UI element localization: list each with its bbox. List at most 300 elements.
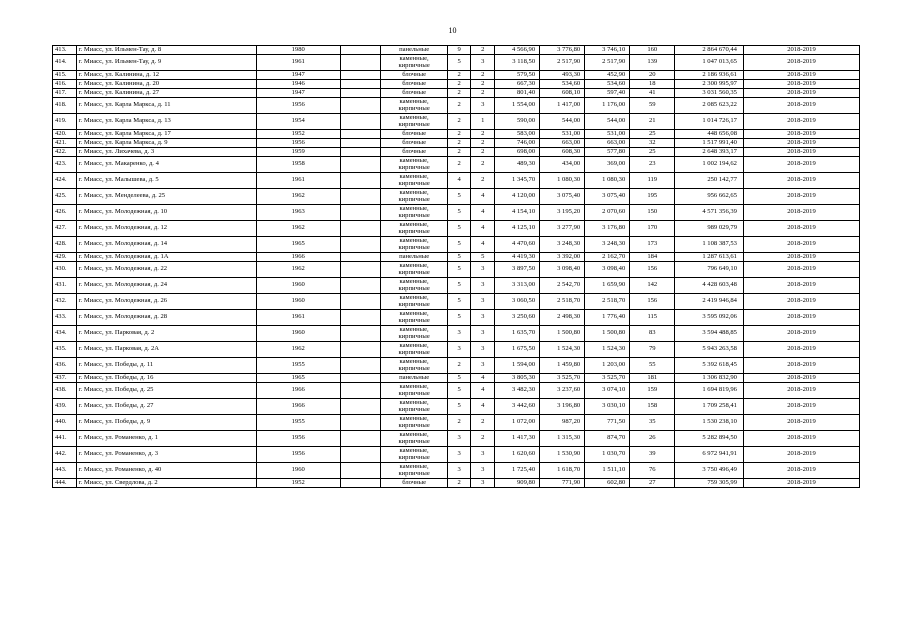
year-built-cell: 1965 — [256, 237, 340, 253]
address-cell: г. Миасс, ул. Молодежная, д. 26 — [76, 294, 256, 310]
living-area-cell: 2 517,90 — [540, 55, 585, 71]
entrances-cell: 4 — [471, 383, 495, 399]
year-built-cell: 1966 — [256, 253, 340, 262]
table-row — [53, 374, 860, 383]
wall-material-cell: блочные — [381, 80, 448, 89]
blank-cell — [340, 374, 381, 383]
address-cell: г. Миасс, ул. Молодежная, д. 1А — [76, 253, 256, 262]
floors-cell: 2 — [447, 80, 471, 89]
residents-cell: 59 — [630, 98, 675, 114]
living-area-cell: 3 776,80 — [540, 46, 585, 55]
repair-cost-cell: 2 648 393,17 — [675, 148, 744, 157]
residential-area-cell: 3 525,70 — [585, 374, 630, 383]
blank-cell — [340, 358, 381, 374]
repair-period-cell: 2018-2019 — [743, 262, 859, 278]
residential-area-cell: 597,40 — [585, 89, 630, 98]
table-row — [53, 310, 860, 326]
repair-period-cell: 2018-2019 — [743, 98, 859, 114]
address-cell: г. Миасс, ул. Карла Маркса, д. 9 — [76, 139, 256, 148]
residents-cell: 55 — [630, 358, 675, 374]
living-area-cell: 434,00 — [540, 157, 585, 173]
wall-material-cell: каменные, кирпичные — [381, 463, 448, 479]
year-built-cell: 1947 — [256, 71, 340, 80]
entrances-cell: 3 — [471, 310, 495, 326]
residential-area-cell: 771,50 — [585, 415, 630, 431]
address-cell: г. Миасс, ул. Молодежная, д. 22 — [76, 262, 256, 278]
repair-period-cell: 2018-2019 — [743, 447, 859, 463]
address-cell: г. Миасс, ул. Победы, д. 27 — [76, 399, 256, 415]
residents-cell: 156 — [630, 294, 675, 310]
blank-cell — [340, 326, 381, 342]
wall-material-cell: блочные — [381, 139, 448, 148]
total-area-cell: 3 805,30 — [495, 374, 540, 383]
address-cell: г. Миасс, ул. Калинина, д. 20 — [76, 80, 256, 89]
repair-cost-cell: 1 530 238,10 — [675, 415, 744, 431]
residents-cell: 76 — [630, 463, 675, 479]
total-area-cell: 489,30 — [495, 157, 540, 173]
wall-material-cell: каменные, кирпичные — [381, 310, 448, 326]
residential-area-cell: 1 500,80 — [585, 326, 630, 342]
table-row — [53, 221, 860, 237]
residents-cell: 119 — [630, 173, 675, 189]
entrances-cell: 2 — [471, 148, 495, 157]
table-row — [53, 71, 860, 80]
total-area-cell: 801,40 — [495, 89, 540, 98]
entrances-cell: 2 — [471, 139, 495, 148]
total-area-cell: 3 118,50 — [495, 55, 540, 71]
repair-period-cell: 2018-2019 — [743, 253, 859, 262]
entrances-cell: 3 — [471, 358, 495, 374]
residents-cell: 32 — [630, 139, 675, 148]
address-cell: г. Миасс, ул. Молодежная, д. 28 — [76, 310, 256, 326]
repair-period-cell: 2018-2019 — [743, 139, 859, 148]
living-area-cell: 544,00 — [540, 114, 585, 130]
row-number-cell: 435. — [53, 342, 77, 358]
repair-period-cell: 2018-2019 — [743, 205, 859, 221]
residential-area-cell: 2 517,90 — [585, 55, 630, 71]
table-row — [53, 447, 860, 463]
living-area-cell: 3 098,40 — [540, 262, 585, 278]
address-cell: г. Миасс, ул. Малышева, д. 5 — [76, 173, 256, 189]
total-area-cell: 746,00 — [495, 139, 540, 148]
total-area-cell: 4 470,60 — [495, 237, 540, 253]
floors-cell: 5 — [447, 383, 471, 399]
row-number-cell: 415. — [53, 71, 77, 80]
year-built-cell: 1955 — [256, 358, 340, 374]
repair-period-cell: 2018-2019 — [743, 463, 859, 479]
floors-cell: 2 — [447, 157, 471, 173]
floors-cell: 2 — [447, 415, 471, 431]
floors-cell: 5 — [447, 310, 471, 326]
residential-area-cell: 2 070,60 — [585, 205, 630, 221]
total-area-cell: 1 725,40 — [495, 463, 540, 479]
living-area-cell: 3 392,00 — [540, 253, 585, 262]
table-row — [53, 326, 860, 342]
repair-cost-cell: 2 186 936,61 — [675, 71, 744, 80]
total-area-cell: 4 125,10 — [495, 221, 540, 237]
table-row — [53, 342, 860, 358]
blank-cell — [340, 479, 381, 488]
residential-area-cell: 3 074,10 — [585, 383, 630, 399]
living-area-cell: 1 315,30 — [540, 431, 585, 447]
blank-cell — [340, 157, 381, 173]
address-cell: г. Миасс, ул. Ильмен-Тау, д. 9 — [76, 55, 256, 71]
table-row — [53, 278, 860, 294]
row-number-cell: 437. — [53, 374, 77, 383]
address-cell: г. Миасс, ул. Свердлова, д. 2 — [76, 479, 256, 488]
total-area-cell: 1 072,00 — [495, 415, 540, 431]
residents-cell: 25 — [630, 130, 675, 139]
repair-cost-cell: 3 594 488,85 — [675, 326, 744, 342]
table-row — [53, 262, 860, 278]
residential-area-cell: 544,00 — [585, 114, 630, 130]
residential-area-cell: 577,80 — [585, 148, 630, 157]
repair-cost-cell: 1 108 387,53 — [675, 237, 744, 253]
repair-cost-cell: 5 282 894,50 — [675, 431, 744, 447]
total-area-cell: 909,80 — [495, 479, 540, 488]
total-area-cell: 667,30 — [495, 80, 540, 89]
blank-cell — [340, 383, 381, 399]
table-row — [53, 237, 860, 253]
repair-cost-cell: 989 029,79 — [675, 221, 744, 237]
entrances-cell: 2 — [471, 130, 495, 139]
entrances-cell: 3 — [471, 294, 495, 310]
wall-material-cell: каменные, кирпичные — [381, 173, 448, 189]
living-area-cell: 1 618,70 — [540, 463, 585, 479]
floors-cell: 5 — [447, 253, 471, 262]
floors-cell: 2 — [447, 130, 471, 139]
entrances-cell: 4 — [471, 374, 495, 383]
total-area-cell: 1 635,70 — [495, 326, 540, 342]
residential-area-cell: 3 075,40 — [585, 189, 630, 205]
address-cell: г. Миасс, ул. Молодежная, д. 14 — [76, 237, 256, 253]
address-cell: г. Миасс, ул. Победы, д. 9 — [76, 415, 256, 431]
floors-cell: 2 — [447, 148, 471, 157]
entrances-cell: 2 — [471, 431, 495, 447]
repair-period-cell: 2018-2019 — [743, 173, 859, 189]
wall-material-cell: панельные — [381, 253, 448, 262]
total-area-cell: 1 345,70 — [495, 173, 540, 189]
floors-cell: 2 — [447, 139, 471, 148]
residents-cell: 139 — [630, 55, 675, 71]
blank-cell — [340, 173, 381, 189]
row-number-cell: 414. — [53, 55, 77, 71]
blank-cell — [340, 278, 381, 294]
table-row — [53, 148, 860, 157]
entrances-cell: 2 — [471, 157, 495, 173]
address-cell: г. Миасс, ул. Победы, д. 11 — [76, 358, 256, 374]
row-number-cell: 427. — [53, 221, 77, 237]
living-area-cell: 2 498,30 — [540, 310, 585, 326]
floors-cell: 5 — [447, 205, 471, 221]
repair-period-cell: 2018-2019 — [743, 89, 859, 98]
floors-cell: 5 — [447, 294, 471, 310]
total-area-cell: 4 419,30 — [495, 253, 540, 262]
address-cell: г. Миасс, ул. Молодежная, д. 24 — [76, 278, 256, 294]
residential-area-cell: 1 203,00 — [585, 358, 630, 374]
wall-material-cell: каменные, кирпичные — [381, 447, 448, 463]
residents-cell: 83 — [630, 326, 675, 342]
total-area-cell: 4 120,00 — [495, 189, 540, 205]
repair-period-cell: 2018-2019 — [743, 342, 859, 358]
year-built-cell: 1956 — [256, 139, 340, 148]
blank-cell — [340, 148, 381, 157]
table-row — [53, 294, 860, 310]
blank-cell — [340, 98, 381, 114]
wall-material-cell: блочные — [381, 89, 448, 98]
residential-area-cell: 3 746,10 — [585, 46, 630, 55]
repair-period-cell: 2018-2019 — [743, 399, 859, 415]
residents-cell: 25 — [630, 148, 675, 157]
table-row — [53, 479, 860, 488]
year-built-cell: 1966 — [256, 399, 340, 415]
blank-cell — [340, 130, 381, 139]
living-area-cell: 3 277,90 — [540, 221, 585, 237]
living-area-cell: 534,60 — [540, 80, 585, 89]
row-number-cell: 419. — [53, 114, 77, 130]
blank-cell — [340, 431, 381, 447]
entrances-cell: 5 — [471, 253, 495, 262]
entrances-cell: 4 — [471, 399, 495, 415]
total-area-cell: 3 250,60 — [495, 310, 540, 326]
wall-material-cell: каменные, кирпичные — [381, 358, 448, 374]
row-number-cell: 444. — [53, 479, 77, 488]
repair-period-cell: 2018-2019 — [743, 415, 859, 431]
blank-cell — [340, 55, 381, 71]
wall-material-cell: каменные, кирпичные — [381, 431, 448, 447]
living-area-cell: 663,00 — [540, 139, 585, 148]
floors-cell: 5 — [447, 221, 471, 237]
blank-cell — [340, 89, 381, 98]
entrances-cell: 3 — [471, 342, 495, 358]
blank-cell — [340, 71, 381, 80]
floors-cell: 3 — [447, 342, 471, 358]
year-built-cell: 1962 — [256, 262, 340, 278]
wall-material-cell: каменные, кирпичные — [381, 294, 448, 310]
entrances-cell: 2 — [471, 71, 495, 80]
address-cell: г. Миасс, ул. Ильмен-Тау, д. 8 — [76, 46, 256, 55]
residents-cell: 41 — [630, 89, 675, 98]
wall-material-cell: каменные, кирпичные — [381, 415, 448, 431]
wall-material-cell: каменные, кирпичные — [381, 399, 448, 415]
total-area-cell: 698,00 — [495, 148, 540, 157]
residential-area-cell: 1 776,40 — [585, 310, 630, 326]
floors-cell: 4 — [447, 173, 471, 189]
living-area-cell: 1 530,90 — [540, 447, 585, 463]
residential-area-cell: 1 080,30 — [585, 173, 630, 189]
wall-material-cell: каменные, кирпичные — [381, 383, 448, 399]
total-area-cell: 583,00 — [495, 130, 540, 139]
address-cell: г. Миасс, ул. Романенко, д. 40 — [76, 463, 256, 479]
floors-cell: 5 — [447, 55, 471, 71]
repair-period-cell: 2018-2019 — [743, 358, 859, 374]
entrances-cell: 4 — [471, 189, 495, 205]
repair-period-cell: 2018-2019 — [743, 374, 859, 383]
entrances-cell: 4 — [471, 221, 495, 237]
year-built-cell: 1966 — [256, 383, 340, 399]
floors-cell: 5 — [447, 237, 471, 253]
table-row — [53, 253, 860, 262]
table-row — [53, 399, 860, 415]
living-area-cell: 493,30 — [540, 71, 585, 80]
row-number-cell: 420. — [53, 130, 77, 139]
row-number-cell: 441. — [53, 431, 77, 447]
entrances-cell: 3 — [471, 326, 495, 342]
table-row — [53, 189, 860, 205]
repair-cost-cell: 4 571 356,39 — [675, 205, 744, 221]
address-cell: г. Миасс, ул. Карла Маркса, д. 11 — [76, 98, 256, 114]
blank-cell — [340, 463, 381, 479]
year-built-cell: 1961 — [256, 55, 340, 71]
residential-area-cell: 602,80 — [585, 479, 630, 488]
entrances-cell: 3 — [471, 262, 495, 278]
blank-cell — [340, 415, 381, 431]
wall-material-cell: блочные — [381, 148, 448, 157]
year-built-cell: 1962 — [256, 221, 340, 237]
residents-cell: 160 — [630, 46, 675, 55]
row-number-cell: 442. — [53, 447, 77, 463]
table-row — [53, 55, 860, 71]
floors-cell: 2 — [447, 114, 471, 130]
housing-registry-table — [52, 45, 860, 488]
blank-cell — [340, 139, 381, 148]
repair-period-cell: 2018-2019 — [743, 71, 859, 80]
repair-cost-cell: 5 392 618,45 — [675, 358, 744, 374]
address-cell: г. Миасс, ул. Молодежная, д. 10 — [76, 205, 256, 221]
residents-cell: 21 — [630, 114, 675, 130]
blank-cell — [340, 342, 381, 358]
blank-cell — [340, 221, 381, 237]
residents-cell: 142 — [630, 278, 675, 294]
address-cell: г. Миасс, ул. Победы, д. 25 — [76, 383, 256, 399]
table-body — [53, 46, 860, 488]
repair-cost-cell: 1 287 613,61 — [675, 253, 744, 262]
entrances-cell: 3 — [471, 98, 495, 114]
residential-area-cell: 874,70 — [585, 431, 630, 447]
row-number-cell: 416. — [53, 80, 77, 89]
year-built-cell: 1960 — [256, 278, 340, 294]
entrances-cell: 4 — [471, 205, 495, 221]
row-number-cell: 421. — [53, 139, 77, 148]
row-number-cell: 438. — [53, 383, 77, 399]
repair-cost-cell: 250 142,77 — [675, 173, 744, 189]
address-cell: г. Миасс, ул. Парковая, д. 2 — [76, 326, 256, 342]
residential-area-cell: 2 162,70 — [585, 253, 630, 262]
page-number: 10 — [448, 26, 457, 35]
row-number-cell: 429. — [53, 253, 77, 262]
floors-cell: 5 — [447, 278, 471, 294]
repair-period-cell: 2018-2019 — [743, 148, 859, 157]
table-row — [53, 114, 860, 130]
residential-area-cell: 3 098,40 — [585, 262, 630, 278]
total-area-cell: 3 060,50 — [495, 294, 540, 310]
wall-material-cell: каменные, кирпичные — [381, 157, 448, 173]
entrances-cell: 2 — [471, 89, 495, 98]
year-built-cell: 1952 — [256, 479, 340, 488]
blank-cell — [340, 310, 381, 326]
total-area-cell: 1 594,00 — [495, 358, 540, 374]
living-area-cell: 3 075,40 — [540, 189, 585, 205]
residential-area-cell: 531,00 — [585, 130, 630, 139]
row-number-cell: 422. — [53, 148, 77, 157]
year-built-cell: 1959 — [256, 148, 340, 157]
repair-cost-cell: 2 300 995,97 — [675, 80, 744, 89]
row-number-cell: 434. — [53, 326, 77, 342]
year-built-cell: 1961 — [256, 310, 340, 326]
entrances-cell: 2 — [471, 173, 495, 189]
repair-cost-cell: 759 305,99 — [675, 479, 744, 488]
repair-cost-cell: 1 709 258,41 — [675, 399, 744, 415]
entrances-cell: 4 — [471, 237, 495, 253]
residents-cell: 181 — [630, 374, 675, 383]
floors-cell: 5 — [447, 189, 471, 205]
residential-area-cell: 663,00 — [585, 139, 630, 148]
repair-cost-cell: 796 649,10 — [675, 262, 744, 278]
row-number-cell: 423. — [53, 157, 77, 173]
repair-cost-cell: 2 419 946,84 — [675, 294, 744, 310]
address-cell: г. Миасс, ул. Победы, д. 16 — [76, 374, 256, 383]
floors-cell: 5 — [447, 399, 471, 415]
floors-cell: 3 — [447, 326, 471, 342]
floors-cell: 5 — [447, 262, 471, 278]
total-area-cell: 4 566,90 — [495, 46, 540, 55]
repair-period-cell: 2018-2019 — [743, 114, 859, 130]
address-cell: г. Миасс, ул. Карла Маркса, д. 17 — [76, 130, 256, 139]
table-row — [53, 431, 860, 447]
address-cell: г. Миасс, ул. Парковая, д. 2А — [76, 342, 256, 358]
repair-cost-cell: 3 750 496,49 — [675, 463, 744, 479]
address-cell: г. Миасс, ул. Романенко, д. 1 — [76, 431, 256, 447]
row-number-cell: 443. — [53, 463, 77, 479]
total-area-cell: 579,50 — [495, 71, 540, 80]
wall-material-cell: каменные, кирпичные — [381, 98, 448, 114]
repair-cost-cell: 3 031 560,35 — [675, 89, 744, 98]
table-row — [53, 463, 860, 479]
residents-cell: 159 — [630, 383, 675, 399]
residential-area-cell: 1 176,00 — [585, 98, 630, 114]
wall-material-cell: блочные — [381, 479, 448, 488]
total-area-cell: 3 482,30 — [495, 383, 540, 399]
repair-period-cell: 2018-2019 — [743, 157, 859, 173]
repair-cost-cell: 5 943 263,58 — [675, 342, 744, 358]
living-area-cell: 2 542,70 — [540, 278, 585, 294]
year-built-cell: 1956 — [256, 431, 340, 447]
living-area-cell: 3 525,70 — [540, 374, 585, 383]
blank-cell — [340, 205, 381, 221]
living-area-cell: 1 080,30 — [540, 173, 585, 189]
row-number-cell: 413. — [53, 46, 77, 55]
residential-area-cell: 534,60 — [585, 80, 630, 89]
living-area-cell: 3 195,20 — [540, 205, 585, 221]
residential-area-cell: 1 524,30 — [585, 342, 630, 358]
residents-cell: 39 — [630, 447, 675, 463]
total-area-cell: 3 897,50 — [495, 262, 540, 278]
blank-cell — [340, 80, 381, 89]
address-cell: г. Миасс, ул. Карла Маркса, д. 13 — [76, 114, 256, 130]
living-area-cell: 1 500,80 — [540, 326, 585, 342]
entrances-cell: 2 — [471, 415, 495, 431]
residents-cell: 23 — [630, 157, 675, 173]
repair-period-cell: 2018-2019 — [743, 130, 859, 139]
entrances-cell: 2 — [471, 46, 495, 55]
residents-cell: 195 — [630, 189, 675, 205]
living-area-cell: 3 248,30 — [540, 237, 585, 253]
entrances-cell: 2 — [471, 80, 495, 89]
living-area-cell: 1 524,30 — [540, 342, 585, 358]
residents-cell: 18 — [630, 80, 675, 89]
blank-cell — [340, 114, 381, 130]
blank-cell — [340, 262, 381, 278]
